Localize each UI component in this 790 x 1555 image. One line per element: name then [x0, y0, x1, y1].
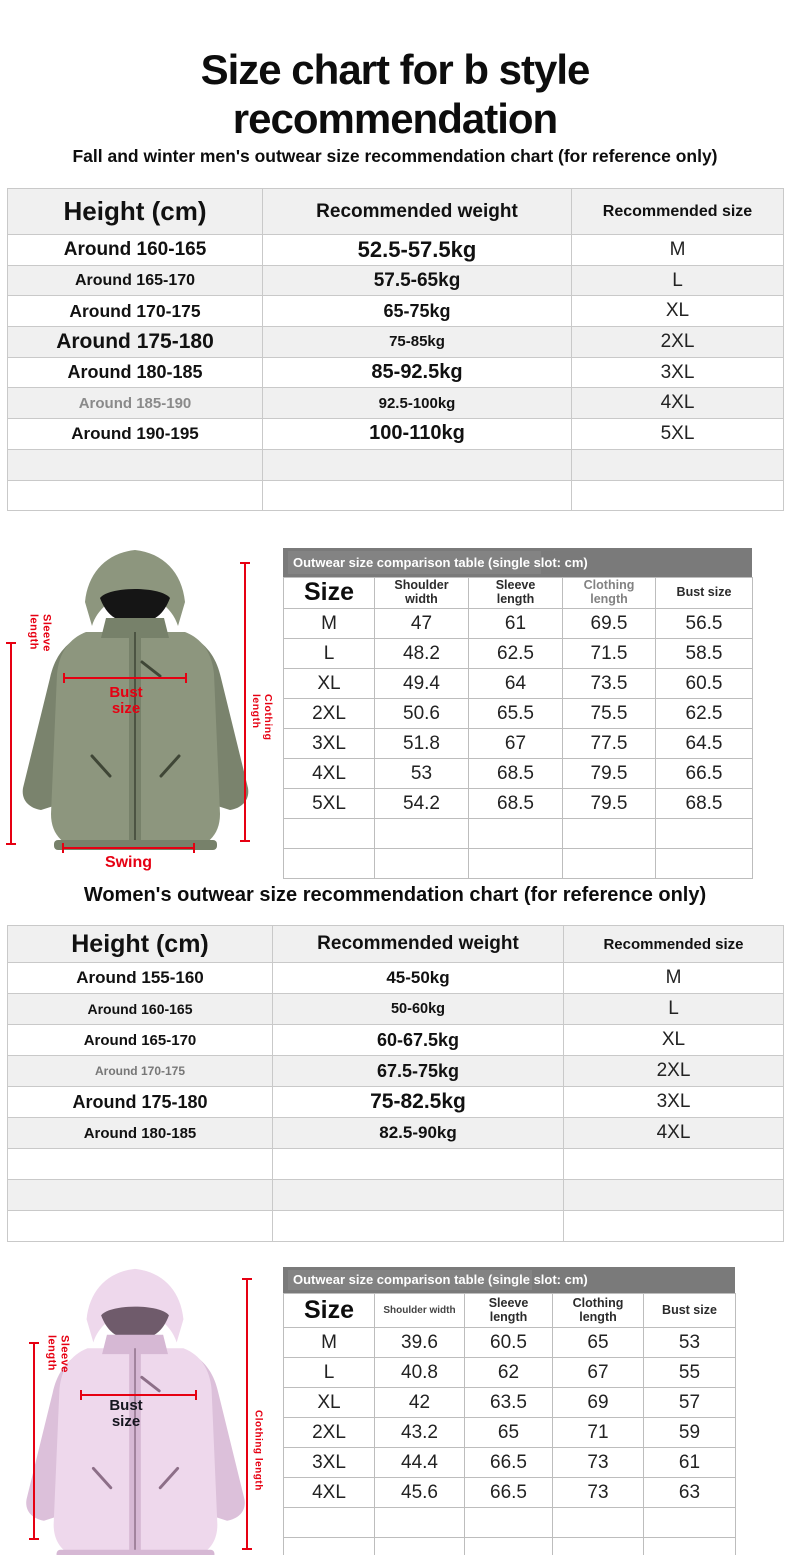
table-cell: 3XL	[564, 1087, 784, 1118]
table-cell: Around 170-175	[8, 296, 263, 327]
table-cell: M	[572, 235, 784, 266]
men-comparison-table-container	[283, 548, 752, 879]
table-cell: 50.6	[375, 699, 469, 729]
table-row	[284, 759, 753, 789]
table-row	[284, 1388, 736, 1418]
table-cell: 67.5-75kg	[273, 1056, 564, 1087]
table-cell: L	[564, 994, 784, 1025]
table-header-row	[284, 1294, 736, 1328]
table-cell: 50-60kg	[273, 994, 564, 1025]
table-row	[284, 1358, 736, 1388]
table-cell: 56.5	[656, 609, 753, 639]
table-row	[8, 327, 784, 358]
table-cell: 63	[644, 1478, 736, 1508]
men-section-heading: Fall and winter men's outwear size recommendation chart (for reference only)	[72, 146, 718, 166]
table-cell	[375, 819, 469, 849]
table-row	[284, 1508, 736, 1538]
page-title-line1: Size chart for b style	[200, 46, 590, 94]
table-row	[8, 1025, 784, 1056]
table-row	[8, 1056, 784, 1087]
table-cell: 66.5	[465, 1478, 553, 1508]
table-cell: 73.5	[563, 669, 656, 699]
table-row	[284, 789, 753, 819]
table-row	[284, 609, 753, 639]
table-row	[284, 1328, 736, 1358]
table-cell	[644, 1508, 736, 1538]
table-cell: 2XL	[284, 699, 375, 729]
table-cell: 5XL	[572, 419, 784, 450]
page-title	[0, 46, 790, 143]
table-cell: 68.5	[469, 789, 563, 819]
column-header-clothing: Clothing length	[563, 578, 656, 609]
table-row	[8, 296, 784, 327]
table-cell: Around 190-195	[8, 419, 263, 450]
table-cell: 79.5	[563, 789, 656, 819]
table-cell	[8, 449, 263, 480]
table-cell	[375, 1508, 465, 1538]
table-cell: M	[564, 963, 784, 994]
table-cell: 64	[469, 669, 563, 699]
table-cell	[553, 1538, 644, 1555]
swing-label: Swing	[104, 854, 153, 871]
men-comparison-table-title: Outwear size comparison table (single slot: cm)	[293, 555, 588, 570]
table-cell	[656, 849, 753, 879]
table-cell: 71.5	[563, 639, 656, 669]
table-cell: 2XL	[572, 327, 784, 358]
table-cell: 77.5	[563, 729, 656, 759]
column-header-clothing: Clothing length	[553, 1294, 644, 1328]
table-cell: 3XL	[284, 729, 375, 759]
table-cell: 53	[644, 1328, 736, 1358]
table-cell: 67	[553, 1358, 644, 1388]
table-cell: 64.5	[656, 729, 753, 759]
men-comparison-table-title-bar	[283, 548, 752, 577]
table-cell: 42	[375, 1388, 465, 1418]
column-header-size: Recommended size	[572, 189, 784, 235]
table-row	[8, 480, 784, 511]
sleeve-length-label: Sleeve length	[45, 1335, 71, 1373]
column-header-weight: Recommended weight	[263, 189, 572, 235]
table-cell: 66.5	[656, 759, 753, 789]
bust-size-label	[95, 685, 157, 717]
table-cell: 39.6	[375, 1328, 465, 1358]
column-header-size: Size	[284, 1294, 375, 1328]
column-header-shoulder: Shoulder width	[375, 1294, 465, 1328]
column-header-height: Height (cm)	[8, 189, 263, 235]
table-cell: 68.5	[656, 789, 753, 819]
table-cell	[469, 849, 563, 879]
table-cell: 51.8	[375, 729, 469, 759]
table-cell: 44.4	[375, 1448, 465, 1478]
table-row	[284, 1538, 736, 1555]
table-cell	[572, 480, 784, 511]
table-cell: 45-50kg	[273, 963, 564, 994]
table-cell	[284, 849, 375, 879]
table-cell	[273, 1180, 564, 1211]
table-cell: 49.4	[375, 669, 469, 699]
table-row	[284, 1478, 736, 1508]
table-cell: 5XL	[284, 789, 375, 819]
table-cell: Around 180-185	[8, 1118, 273, 1149]
table-row	[8, 1180, 784, 1211]
table-cell: 82.5-90kg	[273, 1118, 564, 1149]
table-cell	[263, 449, 572, 480]
table-cell: Around 175-180	[8, 327, 263, 358]
bust-size-line	[80, 1394, 197, 1396]
table-cell: 3XL	[284, 1448, 375, 1478]
table-cell	[465, 1538, 553, 1555]
table-cell: 92.5-100kg	[263, 388, 572, 419]
table-cell: 63.5	[465, 1388, 553, 1418]
table-cell: 65.5	[469, 699, 563, 729]
bust-size-label-text: Bust size	[109, 1397, 143, 1431]
table-cell	[8, 480, 263, 511]
table-cell: 71	[553, 1418, 644, 1448]
page-title-line2: recommendation	[232, 94, 558, 142]
table-cell: 65-75kg	[263, 296, 572, 327]
column-header-sleeve: Sleeve length	[469, 578, 563, 609]
table-cell: L	[284, 639, 375, 669]
table-cell: 65	[553, 1328, 644, 1358]
table-cell	[8, 1180, 273, 1211]
column-header-size: Recommended size	[564, 926, 784, 963]
table-cell: 54.2	[375, 789, 469, 819]
table-cell: Around 185-190	[8, 388, 263, 419]
table-cell: XL	[564, 1025, 784, 1056]
table-cell	[284, 819, 375, 849]
table-cell	[8, 1211, 273, 1242]
table-cell	[553, 1508, 644, 1538]
table-row	[284, 639, 753, 669]
table-cell: 75-85kg	[263, 327, 572, 358]
table-cell: L	[284, 1358, 375, 1388]
table-cell: 68.5	[469, 759, 563, 789]
table-cell: 43.2	[375, 1418, 465, 1448]
table-cell	[563, 849, 656, 879]
column-header-sleeve: Sleeve length	[465, 1294, 553, 1328]
clothing-length-label: Clothing length	[252, 1410, 264, 1491]
table-cell: 69.5	[563, 609, 656, 639]
clothing-length-label: Clothing length	[250, 694, 275, 741]
table-cell: Around 175-180	[8, 1087, 273, 1118]
table-row	[8, 994, 784, 1025]
table-cell: 55	[644, 1358, 736, 1388]
table-row	[8, 357, 784, 388]
table-cell: 59	[644, 1418, 736, 1448]
table-row	[8, 235, 784, 266]
table-row	[284, 729, 753, 759]
table-cell: 73	[553, 1478, 644, 1508]
table-cell	[273, 1211, 564, 1242]
table-cell	[564, 1211, 784, 1242]
table-cell: 4XL	[284, 1478, 375, 1508]
bust-size-label-text: Bust size	[109, 684, 143, 718]
women-comparison-table-title-bar	[283, 1267, 735, 1293]
table-cell: 58.5	[656, 639, 753, 669]
table-cell: Around 160-165	[8, 235, 263, 266]
bust-size-label	[95, 1398, 157, 1430]
table-cell: 66.5	[465, 1448, 553, 1478]
table-header-row	[284, 578, 753, 609]
table-cell: 67	[469, 729, 563, 759]
table-cell	[564, 1149, 784, 1180]
table-cell: 60-67.5kg	[273, 1025, 564, 1056]
men-comparison-table	[283, 577, 753, 879]
table-cell: M	[284, 1328, 375, 1358]
table-cell: 75-82.5kg	[273, 1087, 564, 1118]
clothing-length-line	[246, 1278, 248, 1550]
table-cell: 48.2	[375, 639, 469, 669]
table-row	[8, 1149, 784, 1180]
table-row	[284, 849, 753, 879]
table-cell: Around 160-165	[8, 994, 273, 1025]
table-row	[284, 1418, 736, 1448]
table-cell: 73	[553, 1448, 644, 1478]
column-header-height: Height (cm)	[8, 926, 273, 963]
table-cell: 62.5	[656, 699, 753, 729]
table-row	[284, 699, 753, 729]
table-row	[8, 449, 784, 480]
table-cell: Around 165-170	[8, 1025, 273, 1056]
table-row	[8, 963, 784, 994]
table-cell: XL	[572, 296, 784, 327]
table-cell	[273, 1149, 564, 1180]
column-header-shoulder: Shoulder width	[375, 578, 469, 609]
table-row	[8, 388, 784, 419]
table-cell	[284, 1538, 375, 1555]
column-header-bust: Bust size	[644, 1294, 736, 1328]
table-cell	[465, 1508, 553, 1538]
table-cell: 57.5-65kg	[263, 265, 572, 296]
table-cell: 52.5-57.5kg	[263, 235, 572, 266]
table-cell	[469, 819, 563, 849]
table-cell: 60.5	[465, 1328, 553, 1358]
table-cell	[375, 849, 469, 879]
table-cell	[263, 480, 572, 511]
table-cell: Around 155-160	[8, 963, 273, 994]
bust-size-line	[63, 677, 187, 679]
table-cell: L	[572, 265, 784, 296]
table-cell: 40.8	[375, 1358, 465, 1388]
women-section-heading: Women's outwear size recommendation chart (for reference only)	[83, 884, 707, 906]
table-cell: 4XL	[564, 1118, 784, 1149]
table-header-row	[8, 926, 784, 963]
table-cell: Around 180-185	[8, 357, 263, 388]
table-cell: 79.5	[563, 759, 656, 789]
table-row	[284, 669, 753, 699]
sleeve-length-line	[10, 642, 12, 845]
table-cell: 61	[469, 609, 563, 639]
table-cell	[572, 449, 784, 480]
table-cell: 45.6	[375, 1478, 465, 1508]
table-cell: 2XL	[284, 1418, 375, 1448]
table-cell: 60.5	[656, 669, 753, 699]
table-cell	[564, 1180, 784, 1211]
table-cell: 61	[644, 1448, 736, 1478]
table-row	[8, 419, 784, 450]
table-cell	[284, 1508, 375, 1538]
table-cell	[375, 1538, 465, 1555]
column-header-size: Size	[284, 578, 375, 609]
women-comparison-table-title: Outwear size comparison table (single slot: cm)	[293, 1272, 588, 1287]
women-comparison-table-container	[283, 1267, 735, 1555]
table-cell: 100-110kg	[263, 419, 572, 450]
column-header-bust: Bust size	[656, 578, 753, 609]
table-cell: 3XL	[572, 357, 784, 388]
table-cell: 85-92.5kg	[263, 357, 572, 388]
table-cell: Around 170-175	[8, 1056, 273, 1087]
table-cell: 62	[465, 1358, 553, 1388]
table-cell: 57	[644, 1388, 736, 1418]
table-cell: 65	[465, 1418, 553, 1448]
table-cell	[8, 1149, 273, 1180]
table-cell	[644, 1538, 736, 1555]
men-recommendation-table	[7, 188, 784, 511]
table-cell: 75.5	[563, 699, 656, 729]
table-cell: XL	[284, 669, 375, 699]
table-row	[284, 819, 753, 849]
table-row	[8, 1118, 784, 1149]
women-comparison-table	[283, 1293, 736, 1555]
swing-line	[62, 847, 195, 849]
table-cell	[563, 819, 656, 849]
table-row	[8, 1087, 784, 1118]
table-cell: Around 165-170	[8, 265, 263, 296]
table-cell: 4XL	[572, 388, 784, 419]
table-header-row	[8, 189, 784, 235]
table-row	[8, 265, 784, 296]
clothing-length-line	[244, 562, 246, 842]
table-cell: 62.5	[469, 639, 563, 669]
women-recommendation-table	[7, 925, 784, 1242]
sleeve-length-line	[33, 1342, 35, 1540]
table-row	[8, 1211, 784, 1242]
table-row	[284, 1448, 736, 1478]
table-cell: 2XL	[564, 1056, 784, 1087]
table-cell: 4XL	[284, 759, 375, 789]
table-cell	[656, 819, 753, 849]
table-cell: M	[284, 609, 375, 639]
table-cell: 47	[375, 609, 469, 639]
table-cell: 69	[553, 1388, 644, 1418]
table-cell: XL	[284, 1388, 375, 1418]
sleeve-length-label: Sleeve length	[27, 614, 53, 652]
table-cell: 53	[375, 759, 469, 789]
column-header-weight: Recommended weight	[273, 926, 564, 963]
